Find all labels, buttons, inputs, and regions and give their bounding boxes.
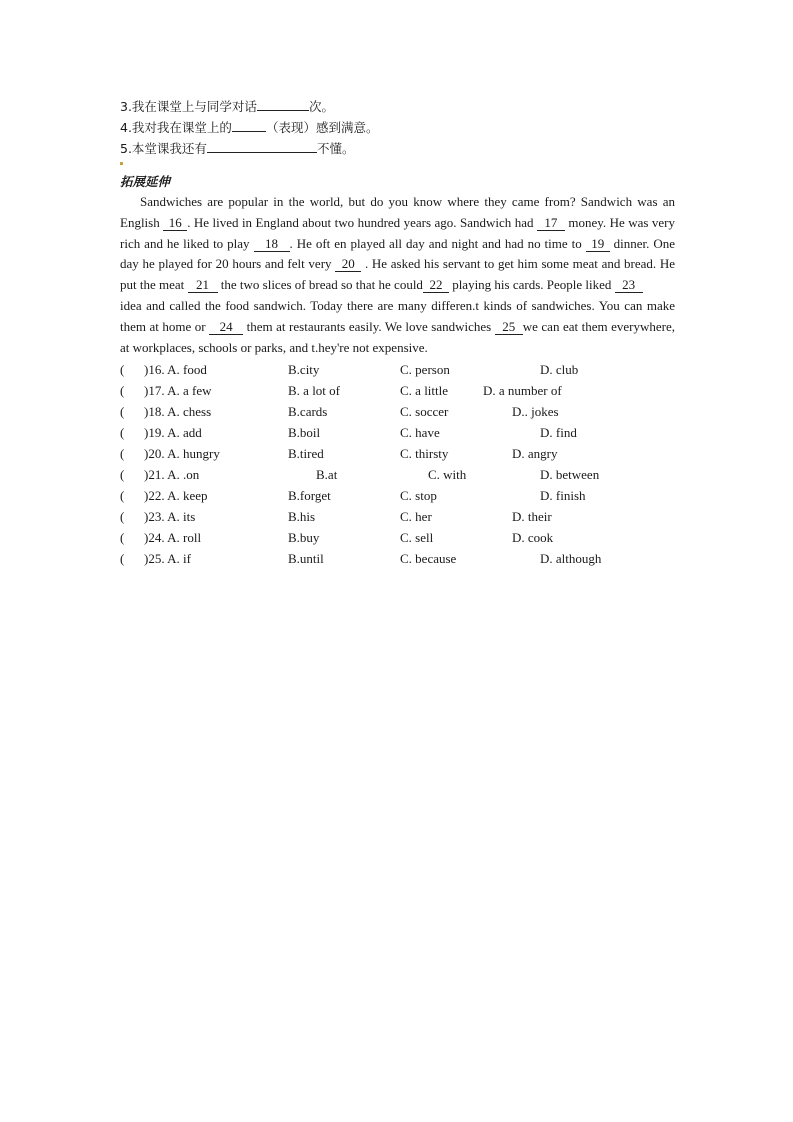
survey-item-5 <box>120 138 675 159</box>
option-a: )18. A. chess <box>144 404 212 420</box>
blank-18: 18 <box>254 237 290 252</box>
answer-paren[interactable]: ( <box>120 446 125 462</box>
survey-item-4 <box>120 117 675 138</box>
question-19 <box>120 422 675 443</box>
passage-text: . He oft en played all day and night and had no time to <box>289 235 582 251</box>
answer-paren[interactable]: ( <box>120 404 125 420</box>
question-25 <box>120 548 675 569</box>
option-c: C. person <box>400 362 450 378</box>
answer-paren[interactable]: ( <box>120 530 125 546</box>
answer-paren[interactable]: ( <box>120 509 125 525</box>
blank-25: 25 <box>495 320 523 335</box>
section-title: 拓展延伸 <box>120 174 171 189</box>
passage-text: . He asked his servant to get him some meat and bread. He put the meat <box>120 256 676 293</box>
answer-paren[interactable]: ( <box>120 362 125 378</box>
survey-text: 4.我对我在课堂上的 <box>120 120 232 135</box>
option-d: D. cook <box>512 530 554 546</box>
option-a: )16. A. food <box>144 362 207 378</box>
blank-20: 20 <box>335 257 361 272</box>
question-17 <box>120 380 675 401</box>
blank-17: 17 <box>537 216 565 231</box>
question-21 <box>120 464 675 485</box>
question-20 <box>120 443 675 464</box>
passage-text: dinner. One day he played for 20 hours and felt very <box>120 235 676 272</box>
option-a: )17. A. a few <box>144 383 212 399</box>
answer-paren[interactable]: ( <box>120 425 125 441</box>
option-c: C. have <box>400 425 440 441</box>
question-24 <box>120 527 675 548</box>
stray-mark <box>120 162 123 165</box>
option-b: B.cards <box>288 404 328 420</box>
option-d: D. club <box>540 362 579 378</box>
blank-24: 24 <box>209 320 243 335</box>
question-16 <box>120 359 675 380</box>
option-a: )19. A. add <box>144 425 202 441</box>
option-a: )23. A. its <box>144 509 196 525</box>
passage-text: money. He was very rich and he liked to play <box>120 214 675 251</box>
option-c: C. thirsty <box>400 446 449 462</box>
survey-text: 3.我在课堂上与同学对话 <box>120 99 257 114</box>
option-c: C. because <box>400 551 457 567</box>
option-c: C. a little <box>400 383 449 399</box>
option-c: C. soccer <box>400 404 449 420</box>
answer-paren[interactable]: ( <box>120 383 125 399</box>
blank-21: 21 <box>188 278 218 293</box>
passage-text: English <box>120 214 160 230</box>
option-b: B.his <box>288 509 316 525</box>
option-d: D. find <box>540 425 577 441</box>
option-d: D. their <box>512 509 552 525</box>
survey-text: 不懂。 <box>316 141 355 156</box>
option-b: B.until <box>288 551 324 567</box>
blank-22: 22 <box>423 278 449 293</box>
survey-text: （表现）感到满意。 <box>265 120 379 135</box>
option-a: )22. A. keep <box>144 488 208 504</box>
option-b: B.boil <box>288 425 321 441</box>
passage-text: idea and called the food sandwich. Today there are many differen.t kinds of sandwiches. You can make them at home or <box>120 297 675 334</box>
survey-text: 次。 <box>308 99 334 114</box>
option-b: B.forget <box>288 488 331 504</box>
option-b: B.city <box>288 362 320 378</box>
passage-text: playing his cards. People liked <box>452 277 612 293</box>
cloze-passage <box>120 192 675 358</box>
option-a: )25. A. if <box>144 551 191 567</box>
option-a: )20. A. hungry <box>144 446 220 462</box>
option-d: D. between <box>540 467 600 483</box>
option-b: B. a lot of <box>288 383 340 399</box>
option-a: )24. A. roll <box>144 530 202 546</box>
survey-item-3 <box>120 96 675 117</box>
question-23 <box>120 506 675 527</box>
question-18 <box>120 401 675 422</box>
option-c: C. stop <box>400 488 437 504</box>
answer-paren[interactable]: ( <box>120 488 125 504</box>
answer-blank <box>232 117 266 132</box>
option-a: )21. A. .on <box>144 467 200 483</box>
survey-text: 5.本堂课我还有 <box>120 141 207 156</box>
option-d: D. although <box>540 551 602 567</box>
document-page <box>120 96 675 569</box>
question-list <box>120 359 675 569</box>
blank-23: 23 <box>615 278 643 293</box>
passage-text: we can eat them everywhere, at workplaces, schools or parks, and t.hey're not expensive. <box>120 318 675 355</box>
blank-19: 19 <box>586 237 610 252</box>
option-b: B.at <box>316 467 338 483</box>
answer-paren[interactable]: ( <box>120 551 125 567</box>
option-d: D. finish <box>540 488 586 504</box>
passage-text: Sandwiches are popular in the world, but do you know where they came from? Sandwich was an <box>140 194 675 209</box>
passage-text: the two slices of bread so that he could <box>220 277 423 293</box>
answer-blank <box>257 96 309 111</box>
answer-blank <box>207 138 317 153</box>
question-22 <box>120 485 675 506</box>
option-c: C. her <box>400 509 432 525</box>
answer-paren[interactable]: ( <box>120 467 125 483</box>
option-b: B.tired <box>288 446 324 462</box>
blank-16: 16 <box>163 216 187 231</box>
option-d: D.. jokes <box>512 404 559 420</box>
passage-text: them at restaurants easily. We love sandwiches <box>246 318 492 334</box>
option-c: C. with <box>428 467 467 483</box>
option-d: D. angry <box>512 446 558 462</box>
passage-text: . He lived in England about two hundred years ago. Sandwich had <box>187 214 534 230</box>
option-c: C. sell <box>400 530 434 546</box>
option-b: B.buy <box>288 530 320 546</box>
option-d: D. a number of <box>483 383 562 399</box>
